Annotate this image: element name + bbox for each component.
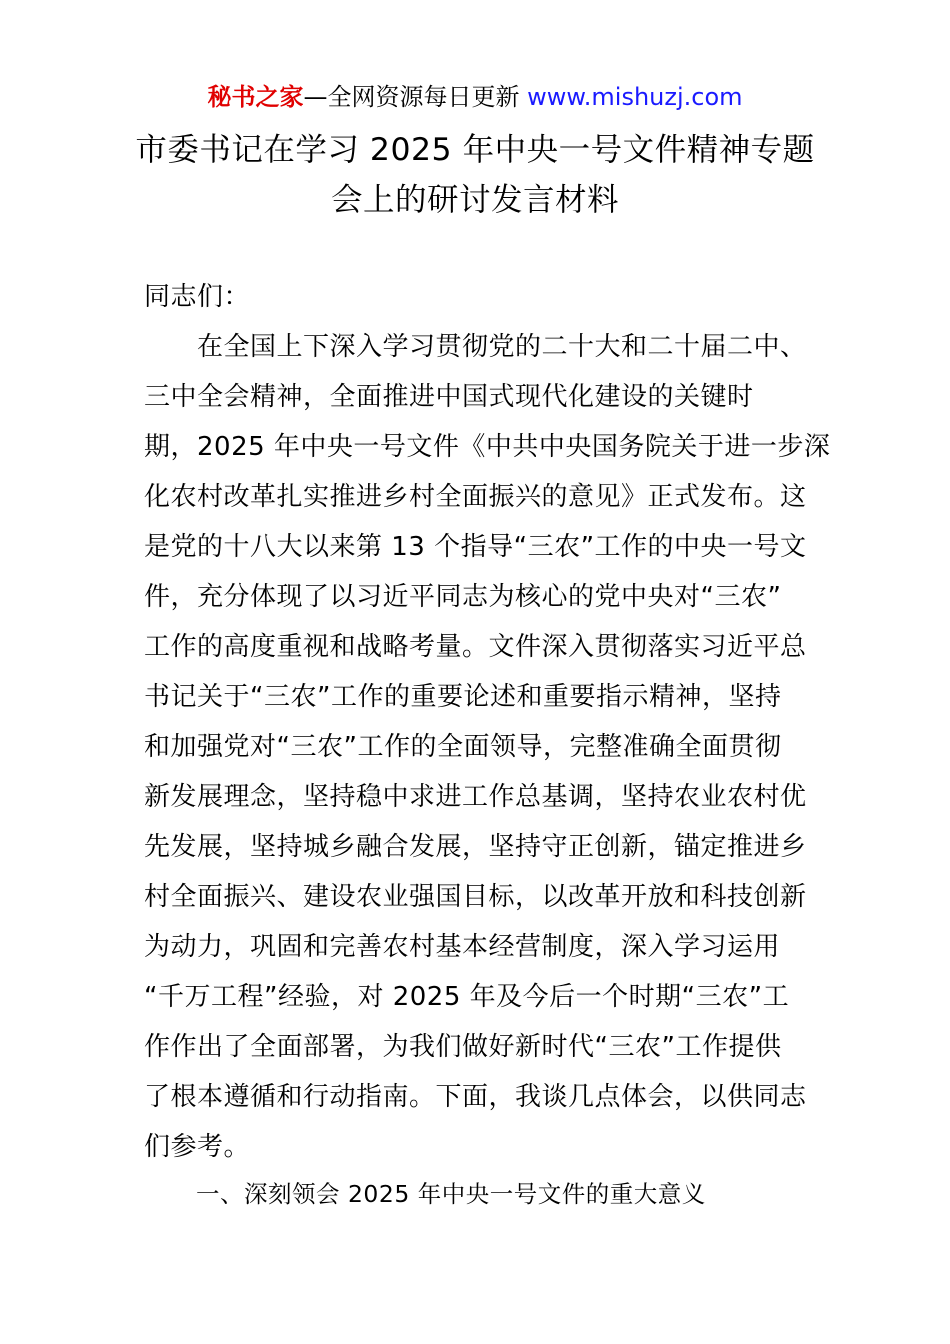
paragraph-line: 新发展理念，坚持稳中求进工作总基调，坚持农业农村优 — [144, 782, 807, 812]
site-header — [0, 80, 950, 114]
paragraph-line: 们参考。 — [144, 1132, 251, 1162]
paragraph-line: 村全面振兴、建设农业强国目标，以改革开放和科技创新 — [144, 882, 807, 912]
paragraph-line: 了根本遵循和行动指南。下面，我谈几点体会，以供同志 — [144, 1082, 807, 1112]
paragraph-line: 工作的高度重视和战略考量。文件深入贯彻落实习近平总 — [144, 632, 807, 662]
paragraph-line: 件，充分体现了以习近平同志为核心的党中央对“三农” — [144, 582, 782, 612]
paragraph-line: 书记关于“三农”工作的重要论述和重要指示精神，坚持 — [144, 682, 782, 712]
intro-paragraph — [144, 322, 831, 1172]
paragraph-line: 和加强党对“三农”工作的全面领导，完整准确全面贯彻 — [144, 732, 782, 762]
paragraph-line: 三中全会精神，全面推进中国式现代化建设的关键时 — [144, 382, 754, 412]
paragraph-line: 期，2025 年中央一号文件《中共中央国务院关于进一步深 — [144, 432, 831, 462]
paragraph-line: 为动力，巩固和完善农村基本经营制度，深入学习运用 — [144, 932, 781, 962]
section-heading: 一、深刻领会 2025 年中央一号文件的重大意义 — [196, 1180, 706, 1208]
paragraph-line: 作作出了全面部署，为我们做好新时代“三农”工作提供 — [144, 1032, 782, 1062]
paragraph-line: 化农村改革扎实推进乡村全面振兴的意见》正式发布。这 — [144, 482, 807, 512]
site-brand: 秘书之家 — [207, 83, 304, 111]
paragraph-line: 是党的十八大以来第 13 个指导“三农”工作的中央一号文 — [144, 532, 807, 562]
document-title-line-1: 市委书记在学习 2025 年中央一号文件精神专题 — [135, 132, 815, 168]
document-title-line-2: 会上的研讨发言材料 — [330, 182, 619, 218]
site-tagline: —全网资源每日更新 — [303, 83, 528, 111]
site-url-link[interactable]: www.mishuzj.com — [527, 83, 743, 111]
paragraph-line: 在全国上下深入学习贯彻党的二十大和二十届二中、 — [144, 332, 807, 362]
paragraph-line: “千万工程”经验，对 2025 年及今后一个时期“三农”工 — [144, 982, 790, 1012]
document-title — [100, 125, 850, 225]
greeting: 同志们： — [144, 282, 251, 312]
paragraph-line: 先发展，坚持城乡融合发展，坚持守正创新，锚定推进乡 — [144, 832, 807, 862]
